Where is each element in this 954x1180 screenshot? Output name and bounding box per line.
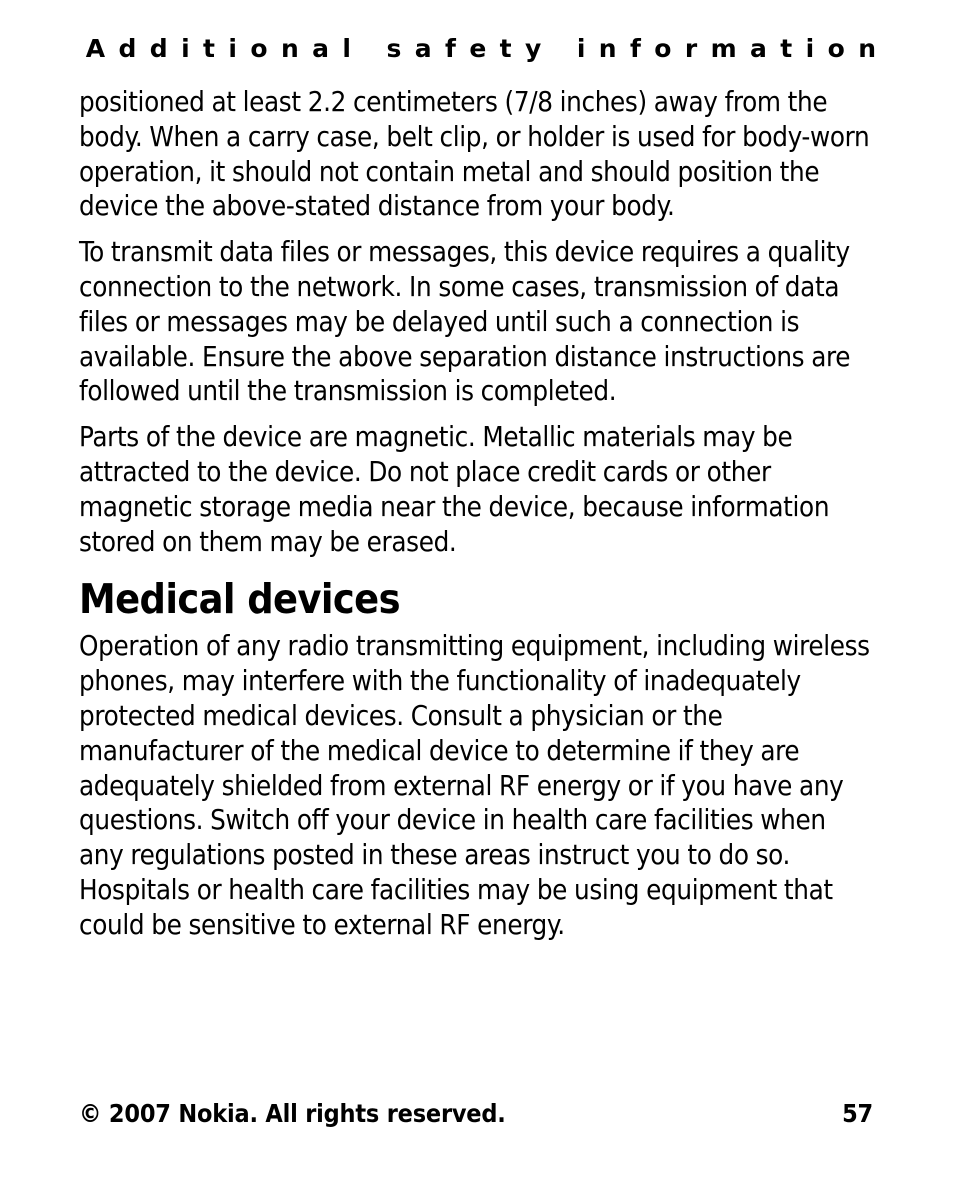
paragraph-data-transmission: To transmit data files or messages, this device requires a quality connection to the network. In some cases, transmission of data files or messages may be delayed until such a connection is available. Ensure the above separation distance instructions are followed until the transmission is completed. (79, 236, 851, 408)
running-header: Additional safety information (85, 34, 890, 63)
paragraph-body-worn: positioned at least 2.2 centimeters (7/8 inches) away from the body. When a carry case, belt clip, or holder is used for body-worn operation, it should not contain metal and should position the device the above-stated distance from your body. (79, 86, 870, 223)
page-number: 57 (842, 1099, 873, 1128)
copyright-notice: © 2007 Nokia. All rights reserved. (79, 1099, 506, 1128)
page-footer (79, 1098, 873, 1130)
section-heading-medical-devices: Medical devices (79, 575, 400, 624)
page-content (79, 85, 877, 954)
paragraph-magnetic-parts: Parts of the device are magnetic. Metallic materials may be attracted to the device. Do not place credit cards or other magnetic storage media near the device, because information stored on them may be erased. (79, 421, 830, 558)
paragraph-medical-devices: Operation of any radio transmitting equipment, including wireless phones, may interfere with the functionality of inadequately protected medical devices. Consult a physician or the manufacturer of the medical device to determine if they are adequately shielded from external RF energy or if you have any questions. Switch off your device in health care facilities when any regulations posted in these areas instruct you to do so. Hospitals or health care facilities may be using equipment that could be sensitive to external RF energy. (79, 630, 870, 941)
